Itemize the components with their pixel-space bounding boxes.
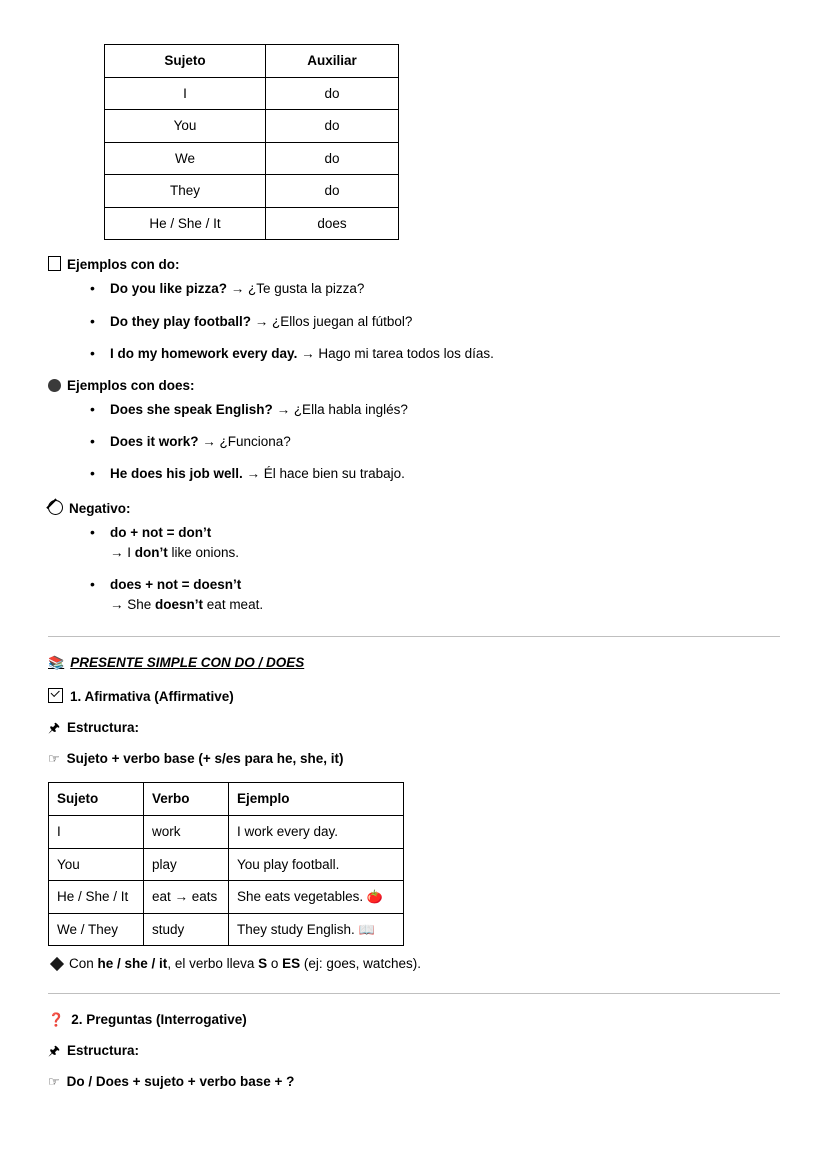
question-mark-icon: ❓ xyxy=(48,1012,65,1028)
pushpin-icon: 🖈 xyxy=(48,1043,61,1059)
filled-circle-icon xyxy=(48,377,61,392)
example-bold: doesn’t xyxy=(155,597,204,613)
example-rest: like onions. xyxy=(167,544,240,560)
cell-sujeto: He / She / It xyxy=(105,207,266,240)
cell-ejemplo xyxy=(229,848,404,881)
example-bold: Do they play football? xyxy=(110,313,252,329)
cell-verbo: play xyxy=(144,848,229,881)
example-rest: → Hago mi tarea todos los días. xyxy=(297,345,494,361)
list-item xyxy=(48,465,780,483)
list-item xyxy=(48,313,780,331)
cell-verbo: work xyxy=(144,816,229,849)
affirmative-forms-table xyxy=(48,782,404,946)
heading-negativo xyxy=(48,498,780,516)
list-item xyxy=(48,524,780,562)
section-title-text: PRESENTE SIMPLE CON DO / DOES xyxy=(70,655,305,671)
note-part: Con xyxy=(69,956,98,972)
table-row xyxy=(105,142,399,175)
heading-text: 1. Afirmativa (Affirmative) xyxy=(70,689,234,705)
heading-text: Ejemplos con do: xyxy=(67,257,180,273)
books-icon: 📚 xyxy=(48,655,65,671)
example-rest: → ¿Te gusta la pizza? xyxy=(227,281,365,297)
table-row xyxy=(49,913,404,946)
example-bold: Do you like pizza? xyxy=(110,281,228,297)
heading-text: Negativo: xyxy=(69,500,131,516)
example-bold: He does his job well. xyxy=(110,466,243,482)
heading-text: Ejemplos con does: xyxy=(67,377,195,393)
example-rest: → ¿Funciona? xyxy=(198,434,291,450)
cell-auxiliar: do xyxy=(266,77,399,110)
note-s-es xyxy=(52,956,780,971)
note-text xyxy=(69,956,421,971)
column-header-ejemplo: Ejemplo xyxy=(229,783,404,816)
rule-bold: do + not = don’t xyxy=(110,524,212,540)
table-row xyxy=(49,881,404,914)
section-divider xyxy=(48,636,780,637)
list-item xyxy=(48,401,780,419)
example-prefix: → She xyxy=(110,597,156,613)
table-row xyxy=(49,848,404,881)
auxiliary-table xyxy=(104,44,399,240)
cell-verbo: eat → eats xyxy=(144,881,229,914)
cell-auxiliar: do xyxy=(266,110,399,143)
pushpin-icon: 🖈 xyxy=(48,720,61,736)
cell-sujeto: You xyxy=(49,848,144,881)
cell-sujeto: You xyxy=(105,110,266,143)
formula-text: Sujeto + verbo base (+ s/es para he, she, it) xyxy=(66,751,344,767)
cell-ejemplo xyxy=(229,816,404,849)
pointing-hand-icon: ☞ xyxy=(48,1074,60,1090)
cell-auxiliar: do xyxy=(266,175,399,208)
section-title-presente-simple xyxy=(48,655,780,670)
column-header-auxiliar: Auxiliar xyxy=(266,45,399,78)
example-bold: I do my homework every day. xyxy=(110,345,298,361)
column-header-verbo: Verbo xyxy=(144,783,229,816)
cell-ejemplo xyxy=(229,913,404,946)
pointing-hand-icon: ☞ xyxy=(48,751,60,767)
example-rest: eat meat. xyxy=(203,597,264,613)
table-row xyxy=(105,175,399,208)
rule-example xyxy=(110,596,780,614)
formula-preguntas xyxy=(48,1074,780,1089)
list-item xyxy=(48,576,780,614)
book-icon: 📖 xyxy=(358,921,375,937)
cell-ejemplo xyxy=(229,881,404,914)
example-prefix: → I xyxy=(110,544,135,560)
heading-ejemplos-do xyxy=(48,254,780,272)
cell-sujeto: I xyxy=(49,816,144,849)
cell-sujeto: We xyxy=(105,142,266,175)
example-bold: Does she speak English? xyxy=(110,401,273,417)
cell-ejemplo-text: They study English. xyxy=(237,921,355,937)
example-rest: → ¿Ella habla inglés? xyxy=(272,401,408,417)
table-header-row xyxy=(105,45,399,78)
no-entry-icon xyxy=(48,498,63,515)
table-row xyxy=(105,207,399,240)
table-row xyxy=(105,77,399,110)
section-divider xyxy=(48,993,780,994)
list-ejemplos-does xyxy=(48,401,780,484)
label-text: Estructura: xyxy=(67,720,140,736)
cell-verbo: study xyxy=(144,913,229,946)
heading-preguntas xyxy=(48,1012,780,1027)
label-estructura-afirmativa xyxy=(48,720,780,735)
diamond-icon xyxy=(52,956,62,971)
label-estructura-preguntas xyxy=(48,1043,780,1058)
note-bold: he / she / it xyxy=(97,956,168,972)
note-part: (ej: goes, watches). xyxy=(300,956,421,972)
example-rest: → Él hace bien su trabajo. xyxy=(242,466,405,482)
cell-ejemplo-text: I work every day. xyxy=(237,824,339,840)
square-box-icon xyxy=(48,254,61,271)
column-header-sujeto: Sujeto xyxy=(105,45,266,78)
label-text: Estructura: xyxy=(67,1043,140,1059)
cell-sujeto: He / She / It xyxy=(49,881,144,914)
note-bold: ES xyxy=(282,956,301,972)
cell-sujeto: We / They xyxy=(49,913,144,946)
list-item xyxy=(48,433,780,451)
example-rest: → ¿Ellos juegan al fútbol? xyxy=(251,313,413,329)
example-bold: Does it work? xyxy=(110,434,199,450)
list-item xyxy=(48,280,780,298)
rule-example xyxy=(110,544,780,562)
table-row xyxy=(49,816,404,849)
cell-sujeto: They xyxy=(105,175,266,208)
formula-text: Do / Does + sujeto + verbo base + ? xyxy=(66,1074,295,1090)
tomato-icon: 🍅 xyxy=(366,889,384,905)
checkbox-checked-icon xyxy=(48,686,63,704)
note-part: , el verbo lleva xyxy=(167,956,259,972)
note-bold: S xyxy=(258,956,268,972)
table-row xyxy=(105,110,399,143)
cell-ejemplo-text: She eats vegetables. xyxy=(237,889,364,905)
formula-afirmativa xyxy=(48,751,780,766)
cell-sujeto: I xyxy=(105,77,266,110)
table-header-row xyxy=(49,783,404,816)
cell-auxiliar: do xyxy=(266,142,399,175)
cell-ejemplo-text: You play football. xyxy=(237,856,340,872)
heading-afirmativa xyxy=(48,686,780,704)
example-bold: don’t xyxy=(134,544,168,560)
rule-bold: does + not = doesn’t xyxy=(110,577,242,593)
heading-ejemplos-does xyxy=(48,377,780,393)
note-part: o xyxy=(267,956,283,972)
heading-text: 2. Preguntas (Interrogative) xyxy=(71,1012,247,1028)
list-item xyxy=(48,345,780,363)
list-negativo xyxy=(48,524,780,615)
list-ejemplos-do xyxy=(48,280,780,363)
column-header-sujeto: Sujeto xyxy=(49,783,144,816)
cell-auxiliar: does xyxy=(266,207,399,240)
